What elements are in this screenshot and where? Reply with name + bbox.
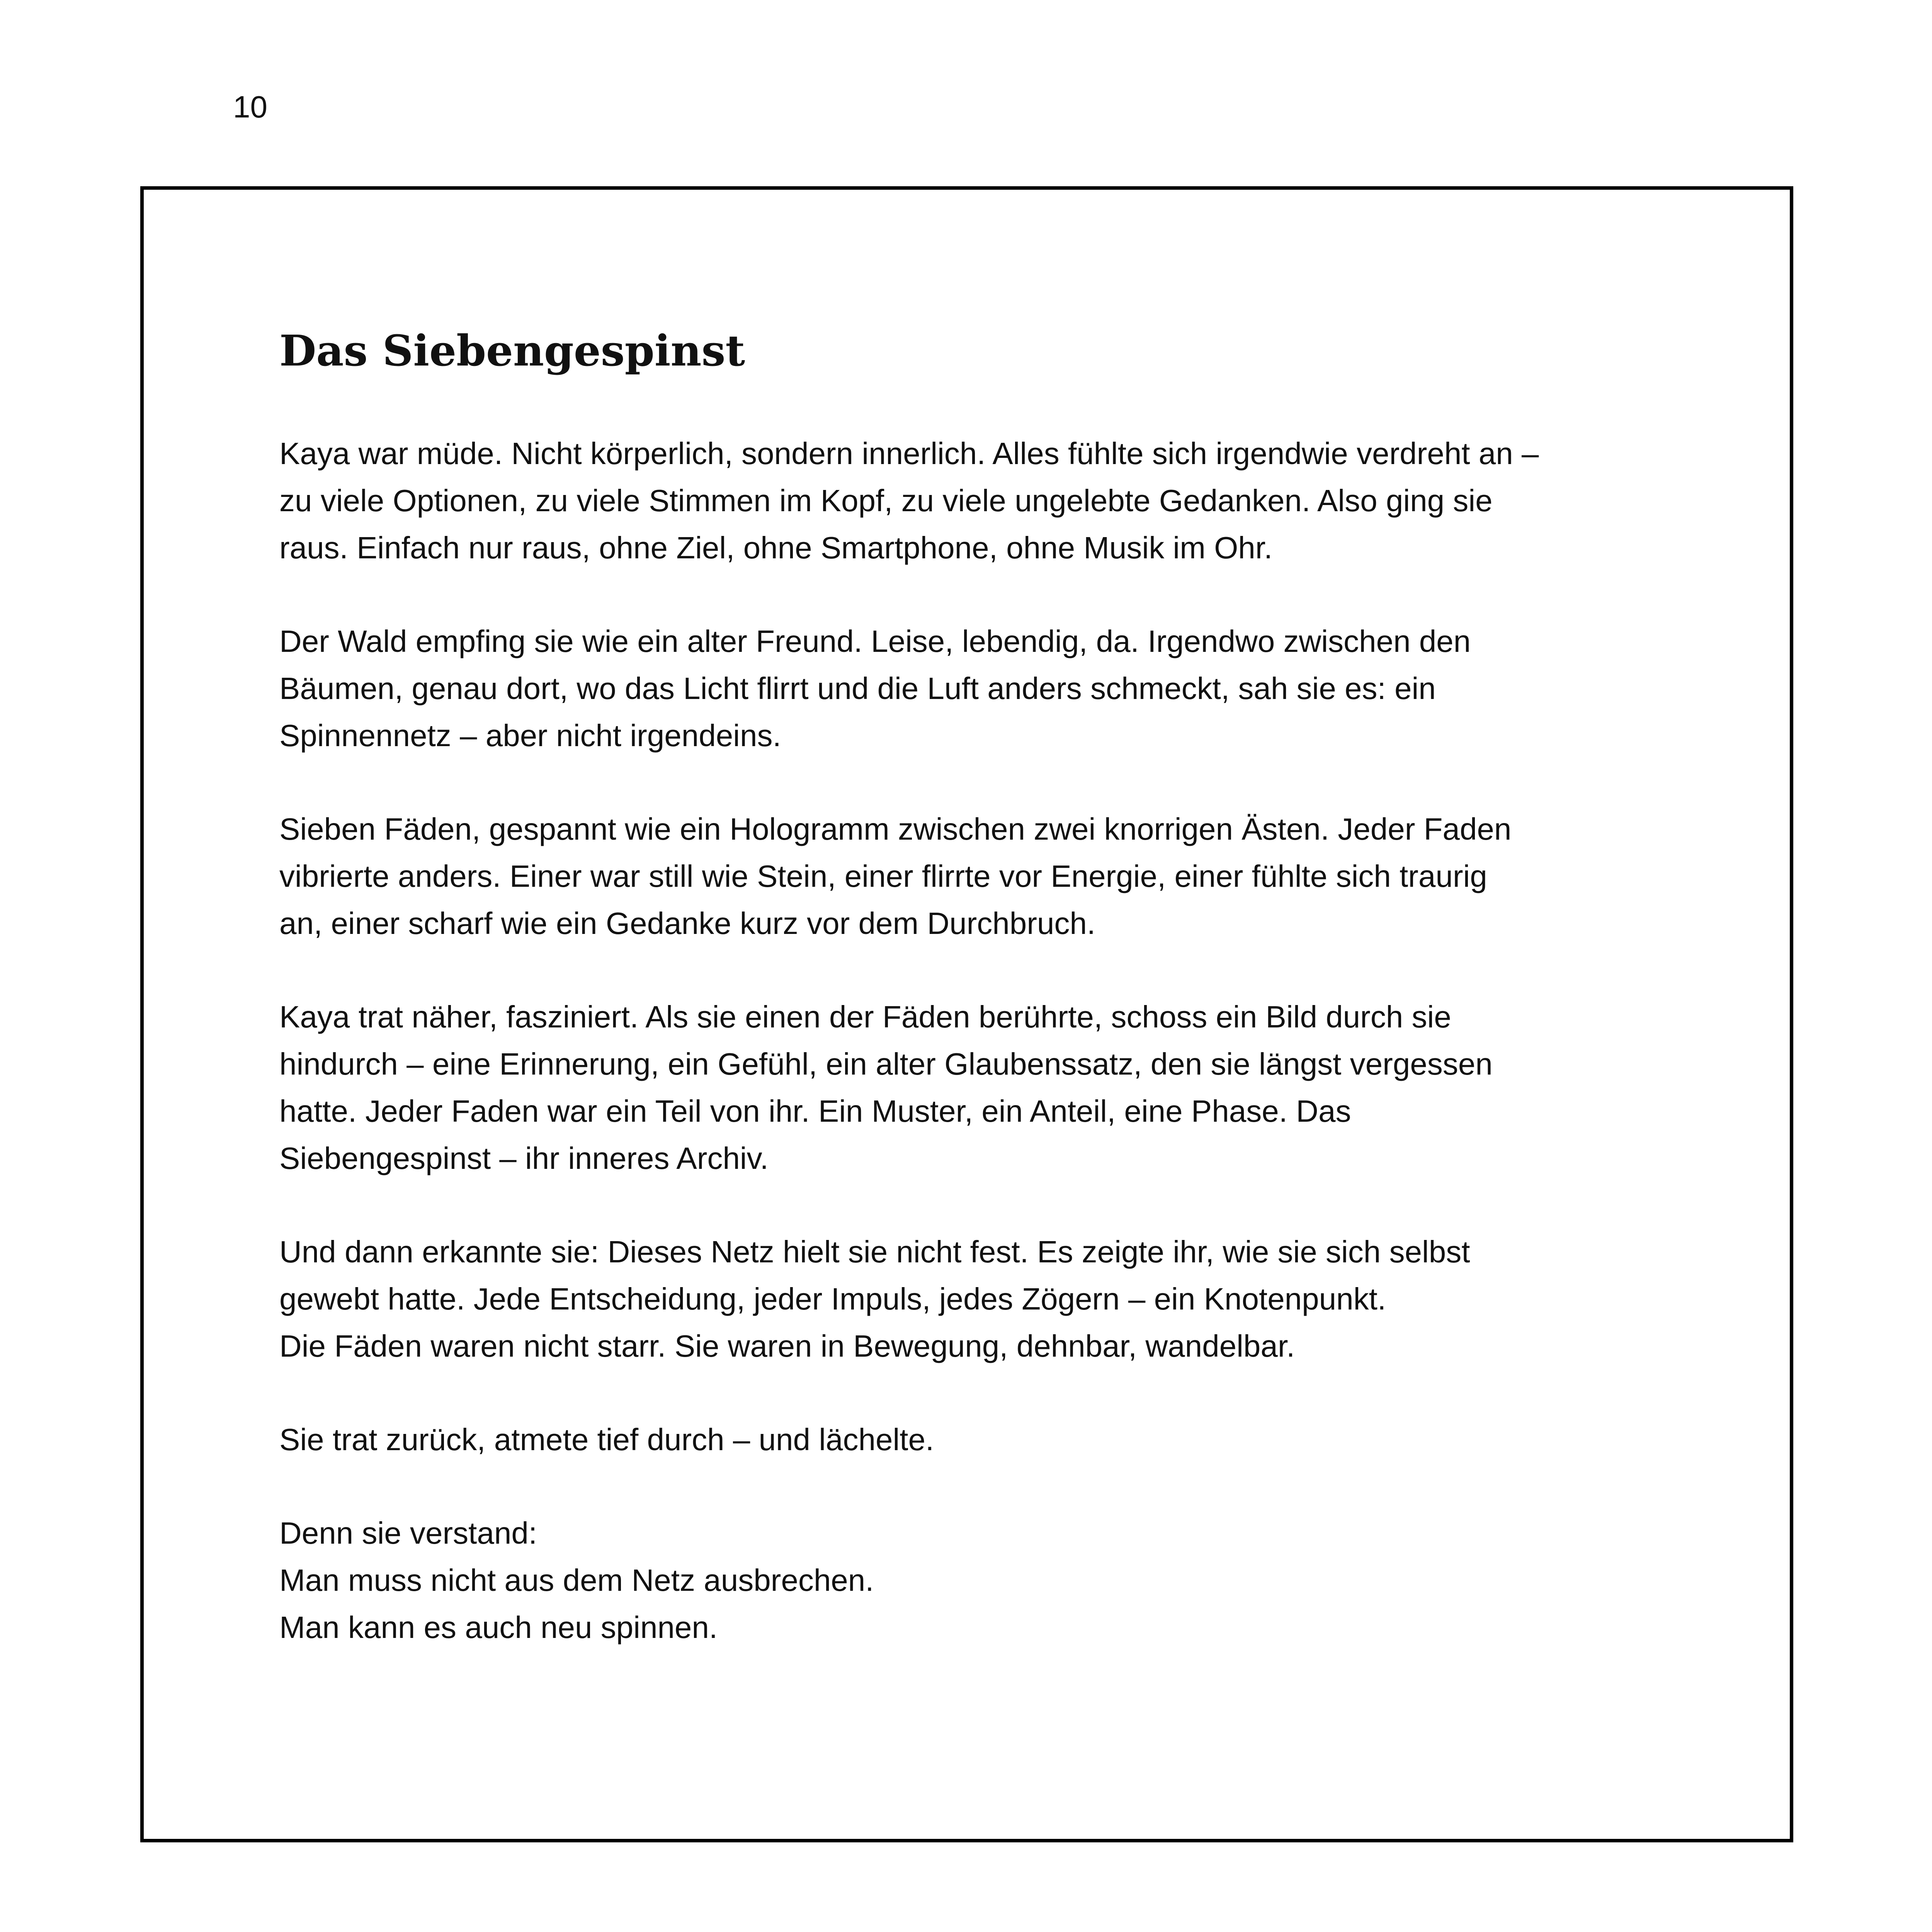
- text-line: raus. Einfach nur raus, ohne Ziel, ohne Smartphone, ohne Musik im Ohr.: [279, 531, 1273, 565]
- text-line: Die Fäden waren nicht starr. Sie waren in Bewegung, dehnbar, wandelbar.: [279, 1329, 1295, 1363]
- story-paragraph: [279, 1416, 1771, 1463]
- text-line: Denn sie verstand:: [279, 1516, 537, 1550]
- text-line: Der Wald empfing sie wie ein alter Freund. Leise, lebendig, da. Irgendwo zwischen den: [279, 624, 1471, 658]
- text-line: hatte. Jeder Faden war ein Teil von ihr. Ein Muster, ein Anteil, eine Phase. Das: [279, 1094, 1351, 1128]
- story-paragraph: [279, 993, 1771, 1182]
- text-line: Man muss nicht aus dem Netz ausbrechen.: [279, 1563, 874, 1597]
- page-number: 10: [233, 90, 267, 124]
- story-title: Das Siebengespinst: [279, 326, 745, 376]
- story-paragraph: [279, 806, 1771, 947]
- story-content: [279, 324, 1771, 1651]
- text-line: Spinnennetz – aber nicht irgendeins.: [279, 718, 781, 753]
- story-paragraph: [279, 618, 1771, 759]
- story-paragraph: [279, 430, 1771, 571]
- story-paragraph: [279, 1510, 1771, 1651]
- text-line: Siebengespinst – ihr inneres Archiv.: [279, 1141, 769, 1175]
- story-paragraph: [279, 1228, 1771, 1370]
- text-line: zu viele Optionen, zu viele Stimmen im Kopf, zu viele ungelebte Gedanken. Also ging sie: [279, 483, 1493, 518]
- text-line: gewebt hatte. Jede Entscheidung, jeder Impuls, jedes Zögern – ein Knotenpunkt.: [279, 1282, 1386, 1316]
- text-line: Sie trat zurück, atmete tief durch – und lächelte.: [279, 1422, 934, 1457]
- text-line: Man kann es auch neu spinnen.: [279, 1610, 718, 1645]
- text-line: an, einer scharf wie ein Gedanke kurz vor dem Durchbruch.: [279, 906, 1096, 940]
- text-line: Und dann erkannte sie: Dieses Netz hielt sie nicht fest. Es zeigte ihr, wie sie sich selbst: [279, 1235, 1470, 1269]
- text-line: hindurch – eine Erinnerung, ein Gefühl, ein alter Glaubenssatz, den sie längst vergessen: [279, 1047, 1493, 1081]
- text-line: Bäumen, genau dort, wo das Licht flirrt und die Luft anders schmeckt, sah sie es: ein: [279, 671, 1436, 706]
- text-line: Kaya trat näher, fasziniert. Als sie einen der Fäden berührte, schoss ein Bild durch sie: [279, 1000, 1451, 1034]
- text-line: Sieben Fäden, gespannt wie ein Hologramm zwischen zwei knorrigen Ästen. Jeder Faden: [279, 812, 1512, 846]
- text-line: vibrierte anders. Einer war still wie Stein, einer flirrte vor Energie, einer fühlte sich traurig: [279, 859, 1487, 893]
- text-line: Kaya war müde. Nicht körperlich, sondern innerlich. Alles fühlte sich irgendwie verdreht an –: [279, 436, 1539, 471]
